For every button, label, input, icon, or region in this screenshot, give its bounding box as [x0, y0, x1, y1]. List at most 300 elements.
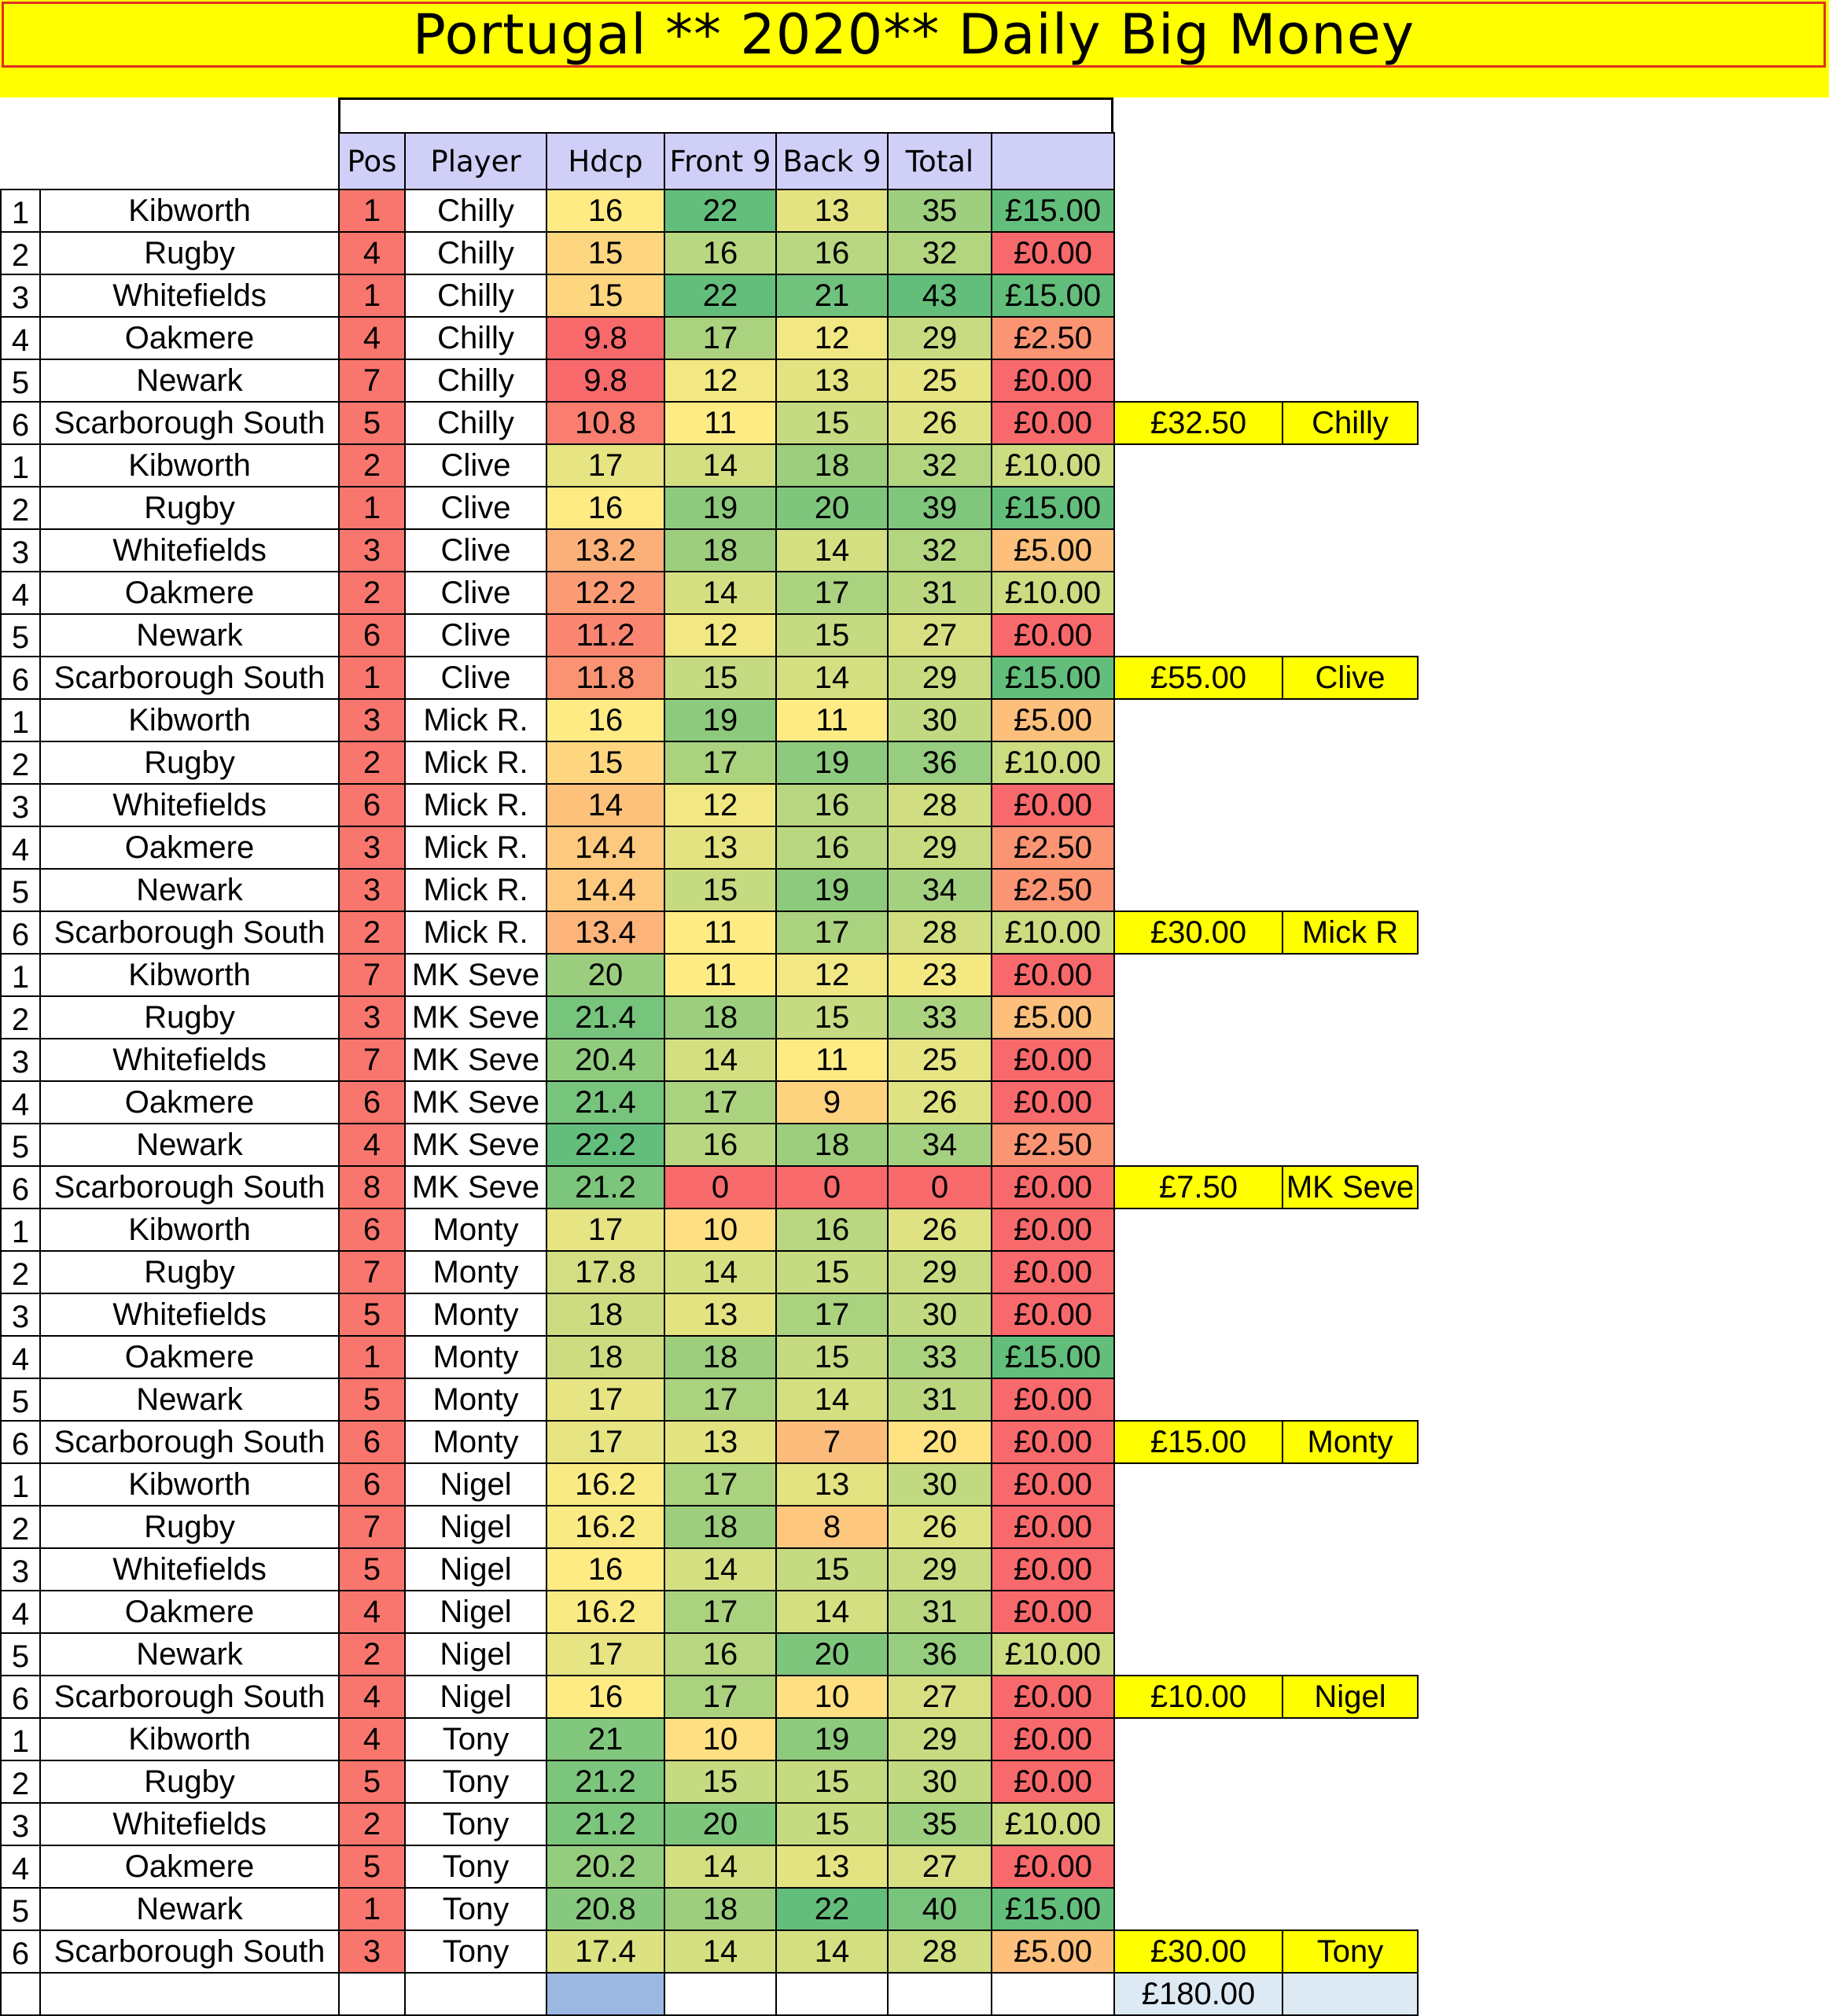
winnings-cell[interactable]: £0.00: [992, 232, 1114, 274]
row-index[interactable]: 1: [1, 1208, 40, 1251]
back9-cell[interactable]: 14: [776, 1591, 888, 1633]
player-cell[interactable]: Clive: [405, 614, 546, 657]
empty-cell[interactable]: [1283, 1845, 1418, 1888]
hdcp-cell[interactable]: 16: [546, 189, 664, 232]
course-cell[interactable]: Oakmere: [40, 1845, 339, 1888]
row-index[interactable]: 6: [1, 1421, 40, 1463]
row-index[interactable]: 5: [1, 614, 40, 657]
pos-cell[interactable]: 2: [339, 572, 405, 614]
empty-cell[interactable]: [1283, 1803, 1418, 1845]
empty-cell[interactable]: [1114, 1548, 1283, 1591]
winnings-cell[interactable]: £2.50: [992, 826, 1114, 869]
pos-cell[interactable]: 4: [339, 1124, 405, 1166]
row-index[interactable]: 6: [1, 1676, 40, 1718]
total-cell[interactable]: 34: [888, 869, 992, 911]
empty-cell[interactable]: [1114, 1336, 1283, 1378]
total-cell[interactable]: 28: [888, 1930, 992, 1973]
player-cell[interactable]: Chilly: [405, 402, 546, 444]
player-cell[interactable]: Nigel: [405, 1506, 546, 1548]
player-total-name[interactable]: Mick R: [1283, 911, 1418, 954]
player-cell[interactable]: Tony: [405, 1930, 546, 1973]
course-cell[interactable]: Oakmere: [40, 1336, 339, 1378]
back9-cell[interactable]: 7: [776, 1421, 888, 1463]
row-index[interactable]: 2: [1, 741, 40, 784]
player-total-amount[interactable]: £32.50: [1114, 402, 1283, 444]
back9-cell[interactable]: 16: [776, 232, 888, 274]
back9-cell[interactable]: 15: [776, 1803, 888, 1845]
hdcp-cell[interactable]: 17.4: [546, 1930, 664, 1973]
empty-cell[interactable]: [1114, 1378, 1283, 1421]
front9-cell[interactable]: 14: [664, 1930, 776, 1973]
empty-cell[interactable]: [1283, 1208, 1418, 1251]
empty-cell[interactable]: [1283, 444, 1418, 487]
hdcp-cell[interactable]: 13.2: [546, 529, 664, 572]
winnings-cell[interactable]: £0.00: [992, 1548, 1114, 1591]
empty-cell[interactable]: [1114, 741, 1283, 784]
empty-cell[interactable]: [1114, 232, 1283, 274]
pos-cell[interactable]: 6: [339, 614, 405, 657]
empty-cell[interactable]: [1114, 1039, 1283, 1081]
player-cell[interactable]: Chilly: [405, 274, 546, 317]
empty-cell[interactable]: [1283, 996, 1418, 1039]
row-index[interactable]: 2: [1, 1506, 40, 1548]
hdcp-cell[interactable]: 21.2: [546, 1803, 664, 1845]
winnings-cell[interactable]: £0.00: [992, 1421, 1114, 1463]
player-total-name[interactable]: Nigel: [1283, 1676, 1418, 1718]
player-cell[interactable]: Chilly: [405, 359, 546, 402]
total-cell[interactable]: 27: [888, 1845, 992, 1888]
player-cell[interactable]: Tony: [405, 1888, 546, 1930]
footer-player[interactable]: [405, 1973, 546, 2015]
course-cell[interactable]: Oakmere: [40, 1591, 339, 1633]
hdcp-cell[interactable]: 17: [546, 1378, 664, 1421]
empty-cell[interactable]: [1283, 614, 1418, 657]
footer-index[interactable]: [1, 1973, 40, 2015]
hdcp-cell[interactable]: 18: [546, 1336, 664, 1378]
empty-cell[interactable]: [1114, 784, 1283, 826]
winnings-cell[interactable]: £0.00: [992, 1208, 1114, 1251]
front9-cell[interactable]: 13: [664, 1421, 776, 1463]
empty-cell[interactable]: [1283, 572, 1418, 614]
empty-cell[interactable]: [1283, 699, 1418, 741]
empty-cell[interactable]: [1283, 189, 1418, 232]
winnings-cell[interactable]: £10.00: [992, 741, 1114, 784]
back9-cell[interactable]: 17: [776, 1293, 888, 1336]
player-cell[interactable]: Nigel: [405, 1463, 546, 1506]
empty-cell[interactable]: [1283, 232, 1418, 274]
pos-cell[interactable]: 5: [339, 1548, 405, 1591]
course-cell[interactable]: Kibworth: [40, 1463, 339, 1506]
row-index[interactable]: 1: [1, 189, 40, 232]
pos-cell[interactable]: 3: [339, 1930, 405, 1973]
winnings-cell[interactable]: £0.00: [992, 1251, 1114, 1293]
player-cell[interactable]: Tony: [405, 1845, 546, 1888]
front9-cell[interactable]: 17: [664, 1463, 776, 1506]
pos-cell[interactable]: 5: [339, 1845, 405, 1888]
course-cell[interactable]: Newark: [40, 1124, 339, 1166]
header-top-box[interactable]: [338, 97, 1113, 132]
course-cell[interactable]: Rugby: [40, 1251, 339, 1293]
course-cell[interactable]: Whitefields: [40, 1039, 339, 1081]
grand-total-blank[interactable]: [1283, 1973, 1418, 2015]
empty-cell[interactable]: [1114, 1081, 1283, 1124]
empty-cell[interactable]: [1114, 1293, 1283, 1336]
back9-cell[interactable]: 16: [776, 1208, 888, 1251]
total-cell[interactable]: 28: [888, 911, 992, 954]
winnings-cell[interactable]: £15.00: [992, 274, 1114, 317]
total-cell[interactable]: 33: [888, 1336, 992, 1378]
total-cell[interactable]: 23: [888, 954, 992, 996]
empty-cell[interactable]: [1283, 1081, 1418, 1124]
row-index[interactable]: 5: [1, 1124, 40, 1166]
winnings-cell[interactable]: £0.00: [992, 402, 1114, 444]
player-total-name[interactable]: Clive: [1283, 657, 1418, 699]
back9-cell[interactable]: 22: [776, 1888, 888, 1930]
row-index[interactable]: 3: [1, 1039, 40, 1081]
empty-cell[interactable]: [1114, 1633, 1283, 1676]
front9-cell[interactable]: 18: [664, 1888, 776, 1930]
back9-cell[interactable]: 15: [776, 1251, 888, 1293]
pos-cell[interactable]: 7: [339, 1506, 405, 1548]
course-cell[interactable]: Scarborough South: [40, 1676, 339, 1718]
total-cell[interactable]: 31: [888, 1591, 992, 1633]
hdcp-cell[interactable]: 16: [546, 487, 664, 529]
pos-cell[interactable]: 2: [339, 741, 405, 784]
back9-cell[interactable]: 14: [776, 1378, 888, 1421]
winnings-cell[interactable]: £10.00: [992, 1633, 1114, 1676]
footer-winnings[interactable]: [992, 1973, 1114, 2015]
pos-cell[interactable]: 3: [339, 826, 405, 869]
player-cell[interactable]: Nigel: [405, 1591, 546, 1633]
empty-cell[interactable]: [1283, 1124, 1418, 1166]
course-cell[interactable]: Kibworth: [40, 1208, 339, 1251]
total-cell[interactable]: 29: [888, 1251, 992, 1293]
winnings-cell[interactable]: £15.00: [992, 657, 1114, 699]
course-cell[interactable]: Oakmere: [40, 572, 339, 614]
player-cell[interactable]: Mick R.: [405, 869, 546, 911]
row-index[interactable]: 4: [1, 1591, 40, 1633]
hdcp-cell[interactable]: 15: [546, 274, 664, 317]
front9-cell[interactable]: 19: [664, 699, 776, 741]
player-total-amount[interactable]: £30.00: [1114, 911, 1283, 954]
winnings-cell[interactable]: £0.00: [992, 1463, 1114, 1506]
front9-cell[interactable]: 22: [664, 274, 776, 317]
hdcp-cell[interactable]: 16: [546, 1676, 664, 1718]
hdcp-cell[interactable]: 16: [546, 699, 664, 741]
course-cell[interactable]: Kibworth: [40, 699, 339, 741]
total-cell[interactable]: 20: [888, 1421, 992, 1463]
front9-cell[interactable]: 14: [664, 572, 776, 614]
winnings-cell[interactable]: £2.50: [992, 317, 1114, 359]
hdcp-cell[interactable]: 17: [546, 1208, 664, 1251]
front9-cell[interactable]: 17: [664, 1081, 776, 1124]
winnings-cell[interactable]: £0.00: [992, 1676, 1114, 1718]
pos-cell[interactable]: 5: [339, 1378, 405, 1421]
empty-cell[interactable]: [1114, 572, 1283, 614]
winnings-cell[interactable]: £15.00: [992, 189, 1114, 232]
hdcp-cell[interactable]: 20: [546, 954, 664, 996]
total-cell[interactable]: 31: [888, 1378, 992, 1421]
course-cell[interactable]: Whitefields: [40, 784, 339, 826]
course-cell[interactable]: Whitefields: [40, 1803, 339, 1845]
player-cell[interactable]: Clive: [405, 572, 546, 614]
empty-cell[interactable]: [1283, 869, 1418, 911]
player-cell[interactable]: Clive: [405, 529, 546, 572]
player-cell[interactable]: Monty: [405, 1378, 546, 1421]
pos-cell[interactable]: 7: [339, 954, 405, 996]
footer-front9[interactable]: [664, 1973, 776, 2015]
empty-cell[interactable]: [1283, 1293, 1418, 1336]
pos-cell[interactable]: 6: [339, 1421, 405, 1463]
empty-cell[interactable]: [1114, 274, 1283, 317]
pos-cell[interactable]: 1: [339, 189, 405, 232]
pos-cell[interactable]: 7: [339, 1039, 405, 1081]
back9-cell[interactable]: 15: [776, 614, 888, 657]
course-cell[interactable]: Scarborough South: [40, 1421, 339, 1463]
total-cell[interactable]: 35: [888, 1803, 992, 1845]
front9-cell[interactable]: 17: [664, 317, 776, 359]
course-cell[interactable]: Newark: [40, 614, 339, 657]
empty-cell[interactable]: [1283, 784, 1418, 826]
winnings-cell[interactable]: £0.00: [992, 954, 1114, 996]
empty-cell[interactable]: [1114, 699, 1283, 741]
player-cell[interactable]: MK Seve: [405, 1081, 546, 1124]
header-winnings[interactable]: [992, 133, 1114, 189]
total-cell[interactable]: 34: [888, 1124, 992, 1166]
front9-cell[interactable]: 18: [664, 996, 776, 1039]
back9-cell[interactable]: 19: [776, 869, 888, 911]
hdcp-cell[interactable]: 22.2: [546, 1124, 664, 1166]
back9-cell[interactable]: 8: [776, 1506, 888, 1548]
pos-cell[interactable]: 1: [339, 1336, 405, 1378]
row-index[interactable]: 4: [1, 1336, 40, 1378]
player-cell[interactable]: Tony: [405, 1803, 546, 1845]
front9-cell[interactable]: 14: [664, 1845, 776, 1888]
player-cell[interactable]: Nigel: [405, 1633, 546, 1676]
row-index[interactable]: 3: [1, 1548, 40, 1591]
hdcp-cell[interactable]: 21: [546, 1718, 664, 1760]
back9-cell[interactable]: 21: [776, 274, 888, 317]
winnings-cell[interactable]: £0.00: [992, 784, 1114, 826]
back9-cell[interactable]: 10: [776, 1676, 888, 1718]
hdcp-cell[interactable]: 12.2: [546, 572, 664, 614]
total-cell[interactable]: 36: [888, 1633, 992, 1676]
course-cell[interactable]: Oakmere: [40, 826, 339, 869]
player-cell[interactable]: Monty: [405, 1336, 546, 1378]
front9-cell[interactable]: 15: [664, 657, 776, 699]
total-cell[interactable]: 27: [888, 614, 992, 657]
header-player[interactable]: Player: [405, 133, 546, 189]
hdcp-cell[interactable]: 17.8: [546, 1251, 664, 1293]
hdcp-cell[interactable]: 21.2: [546, 1166, 664, 1208]
empty-cell[interactable]: [1114, 359, 1283, 402]
front9-cell[interactable]: 11: [664, 402, 776, 444]
row-index[interactable]: 5: [1, 1378, 40, 1421]
player-cell[interactable]: Nigel: [405, 1548, 546, 1591]
winnings-cell[interactable]: £0.00: [992, 1845, 1114, 1888]
winnings-cell[interactable]: £15.00: [992, 1888, 1114, 1930]
total-cell[interactable]: 30: [888, 1293, 992, 1336]
front9-cell[interactable]: 17: [664, 1591, 776, 1633]
total-cell[interactable]: 40: [888, 1888, 992, 1930]
row-index[interactable]: 5: [1, 1888, 40, 1930]
total-cell[interactable]: 32: [888, 444, 992, 487]
total-cell[interactable]: 29: [888, 826, 992, 869]
winnings-cell[interactable]: £0.00: [992, 614, 1114, 657]
empty-cell[interactable]: [1114, 1845, 1283, 1888]
empty-cell[interactable]: [1114, 996, 1283, 1039]
course-cell[interactable]: Whitefields: [40, 1293, 339, 1336]
course-cell[interactable]: Kibworth: [40, 189, 339, 232]
empty-cell[interactable]: [1283, 1591, 1418, 1633]
hdcp-cell[interactable]: 11.8: [546, 657, 664, 699]
player-cell[interactable]: Mick R.: [405, 826, 546, 869]
row-index[interactable]: 5: [1, 869, 40, 911]
back9-cell[interactable]: 20: [776, 1633, 888, 1676]
player-cell[interactable]: Chilly: [405, 189, 546, 232]
back9-cell[interactable]: 15: [776, 402, 888, 444]
hdcp-cell[interactable]: 21.4: [546, 1081, 664, 1124]
pos-cell[interactable]: 4: [339, 1591, 405, 1633]
total-cell[interactable]: 29: [888, 657, 992, 699]
total-cell[interactable]: 0: [888, 1166, 992, 1208]
empty-cell[interactable]: [1283, 1633, 1418, 1676]
empty-cell[interactable]: [1283, 1888, 1418, 1930]
back9-cell[interactable]: 12: [776, 317, 888, 359]
total-cell[interactable]: 25: [888, 359, 992, 402]
back9-cell[interactable]: 15: [776, 996, 888, 1039]
total-cell[interactable]: 26: [888, 1506, 992, 1548]
front9-cell[interactable]: 18: [664, 529, 776, 572]
player-total-amount[interactable]: £10.00: [1114, 1676, 1283, 1718]
back9-cell[interactable]: 16: [776, 784, 888, 826]
row-index[interactable]: 6: [1, 911, 40, 954]
empty-cell[interactable]: [1283, 1506, 1418, 1548]
pos-cell[interactable]: 6: [339, 784, 405, 826]
winnings-cell[interactable]: £2.50: [992, 1124, 1114, 1166]
hdcp-cell[interactable]: 11.2: [546, 614, 664, 657]
row-index[interactable]: 2: [1, 232, 40, 274]
winnings-cell[interactable]: £2.50: [992, 869, 1114, 911]
front9-cell[interactable]: 11: [664, 954, 776, 996]
winnings-cell[interactable]: £0.00: [992, 1166, 1114, 1208]
player-cell[interactable]: Monty: [405, 1421, 546, 1463]
winnings-cell[interactable]: £0.00: [992, 1378, 1114, 1421]
course-cell[interactable]: Rugby: [40, 1760, 339, 1803]
row-index[interactable]: 4: [1, 317, 40, 359]
header-hdcp[interactable]: Hdcp: [546, 133, 664, 189]
pos-cell[interactable]: 5: [339, 402, 405, 444]
empty-cell[interactable]: [1114, 529, 1283, 572]
winnings-cell[interactable]: £10.00: [992, 444, 1114, 487]
row-index[interactable]: 4: [1, 572, 40, 614]
total-cell[interactable]: 30: [888, 1760, 992, 1803]
front9-cell[interactable]: 12: [664, 784, 776, 826]
row-index[interactable]: 5: [1, 359, 40, 402]
empty-cell[interactable]: [1283, 1760, 1418, 1803]
pos-cell[interactable]: 1: [339, 487, 405, 529]
empty-cell[interactable]: [1114, 1718, 1283, 1760]
front9-cell[interactable]: 19: [664, 487, 776, 529]
row-index[interactable]: 4: [1, 1845, 40, 1888]
back9-cell[interactable]: 11: [776, 1039, 888, 1081]
total-cell[interactable]: 30: [888, 1463, 992, 1506]
player-cell[interactable]: Mick R.: [405, 741, 546, 784]
footer-total[interactable]: [888, 1973, 992, 2015]
row-index[interactable]: 4: [1, 1081, 40, 1124]
front9-cell[interactable]: 22: [664, 189, 776, 232]
pos-cell[interactable]: 7: [339, 359, 405, 402]
player-cell[interactable]: Monty: [405, 1293, 546, 1336]
pos-cell[interactable]: 7: [339, 1251, 405, 1293]
empty-cell[interactable]: [1283, 1336, 1418, 1378]
pos-cell[interactable]: 4: [339, 317, 405, 359]
front9-cell[interactable]: 15: [664, 1760, 776, 1803]
hdcp-cell[interactable]: 21.4: [546, 996, 664, 1039]
empty-cell[interactable]: [1283, 1039, 1418, 1081]
total-cell[interactable]: 43: [888, 274, 992, 317]
front9-cell[interactable]: 14: [664, 444, 776, 487]
hdcp-cell[interactable]: 17: [546, 1633, 664, 1676]
header-front9[interactable]: Front 9: [664, 133, 776, 189]
winnings-cell[interactable]: £0.00: [992, 1591, 1114, 1633]
total-cell[interactable]: 28: [888, 784, 992, 826]
hdcp-cell[interactable]: 14: [546, 784, 664, 826]
empty-cell[interactable]: [1114, 1888, 1283, 1930]
pos-cell[interactable]: 4: [339, 1718, 405, 1760]
course-cell[interactable]: Oakmere: [40, 317, 339, 359]
pos-cell[interactable]: 8: [339, 1166, 405, 1208]
hdcp-cell[interactable]: 20.4: [546, 1039, 664, 1081]
footer-pos[interactable]: [339, 1973, 405, 2015]
empty-cell[interactable]: [1114, 869, 1283, 911]
course-cell[interactable]: Newark: [40, 1888, 339, 1930]
hdcp-cell[interactable]: 13.4: [546, 911, 664, 954]
hdcp-cell[interactable]: 21.2: [546, 1760, 664, 1803]
pos-cell[interactable]: 5: [339, 1293, 405, 1336]
winnings-cell[interactable]: £0.00: [992, 1039, 1114, 1081]
winnings-cell[interactable]: £0.00: [992, 1718, 1114, 1760]
course-cell[interactable]: Scarborough South: [40, 657, 339, 699]
player-cell[interactable]: MK Seve: [405, 1166, 546, 1208]
player-cell[interactable]: Tony: [405, 1760, 546, 1803]
pos-cell[interactable]: 2: [339, 911, 405, 954]
total-cell[interactable]: 29: [888, 1548, 992, 1591]
hdcp-cell[interactable]: 17: [546, 444, 664, 487]
course-cell[interactable]: Newark: [40, 869, 339, 911]
player-total-amount[interactable]: £30.00: [1114, 1930, 1283, 1973]
course-cell[interactable]: Whitefields: [40, 1548, 339, 1591]
front9-cell[interactable]: 16: [664, 1124, 776, 1166]
total-cell[interactable]: 29: [888, 317, 992, 359]
empty-cell[interactable]: [1283, 274, 1418, 317]
winnings-cell[interactable]: £5.00: [992, 1930, 1114, 1973]
total-cell[interactable]: 26: [888, 402, 992, 444]
course-cell[interactable]: Kibworth: [40, 444, 339, 487]
player-cell[interactable]: Monty: [405, 1208, 546, 1251]
back9-cell[interactable]: 13: [776, 1845, 888, 1888]
winnings-cell[interactable]: £5.00: [992, 996, 1114, 1039]
course-cell[interactable]: Oakmere: [40, 1081, 339, 1124]
player-cell[interactable]: Mick R.: [405, 784, 546, 826]
row-index[interactable]: 2: [1, 1760, 40, 1803]
empty-cell[interactable]: [1114, 614, 1283, 657]
player-cell[interactable]: MK Seve: [405, 996, 546, 1039]
footer-back9[interactable]: [776, 1973, 888, 2015]
course-cell[interactable]: Scarborough South: [40, 1930, 339, 1973]
winnings-cell[interactable]: £0.00: [992, 1506, 1114, 1548]
header-total[interactable]: Total: [888, 133, 992, 189]
